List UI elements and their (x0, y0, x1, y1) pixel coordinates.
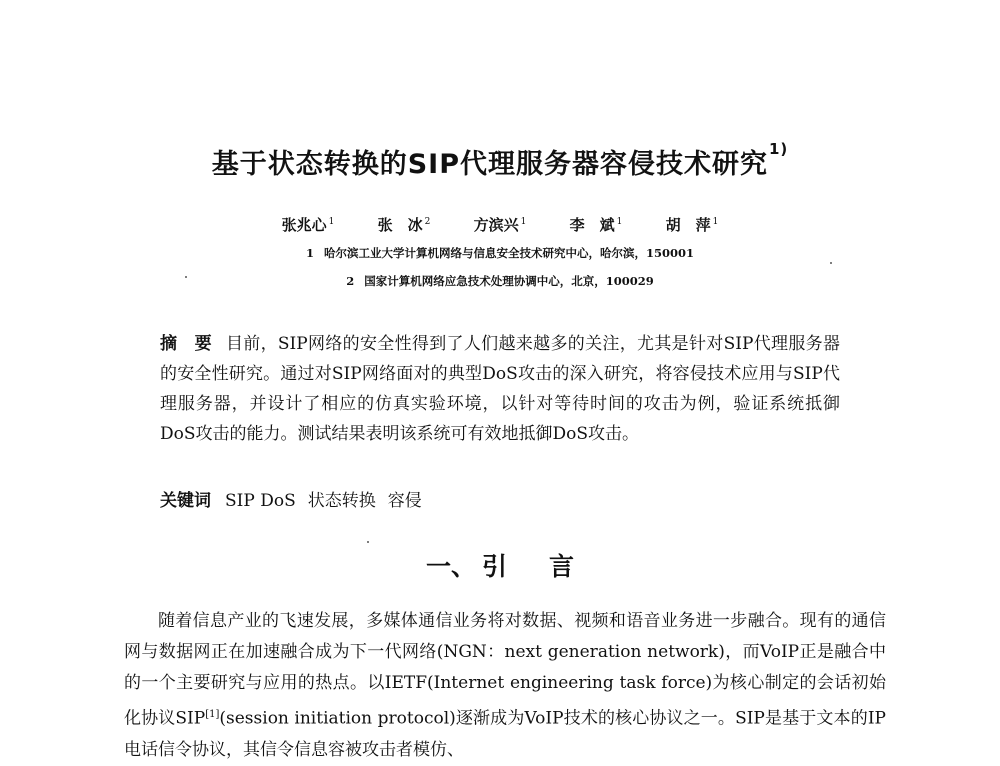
author-affiliation-marker: 2 (424, 217, 431, 227)
author-name: 张 冰 (377, 216, 423, 234)
abstract-text: 目前，SIP网络的安全性得到了人们越来越多的关注，尤其是针对SIP代理服务器的安全性研究。通过对SIP网络面对的典型DoS攻击的深入研究，将容侵技术应用与SIP代理服务器，并设计了相应的仿真实验环境，以针对等待时间的攻击为例，验证系统抵御DoS攻击的能力。测试结果表明该系统可有效地抵御DoS攻击。 (160, 334, 840, 444)
keywords-label: 关键词 (160, 491, 211, 511)
author (282, 214, 335, 235)
citation-marker: [1] (205, 709, 220, 720)
affiliation-number: 2 (346, 274, 355, 288)
keyword: SIP DoS (225, 491, 296, 511)
author-name: 李 斌 (569, 216, 615, 234)
title-text: 基于状态转换的SIP代理服务器容侵技术研究 (211, 149, 768, 180)
body-paragraph (124, 606, 886, 766)
author (570, 214, 623, 235)
scan-speck (830, 262, 832, 264)
author-affiliation-marker: 1 (616, 217, 623, 227)
author-name: 方滨兴 (473, 216, 519, 234)
author-name: 张兆心 (281, 216, 327, 234)
keyword: 状态转换 (307, 491, 376, 511)
body-text-part: 随着信息产业的飞速发展，多媒体通信业务将对数据、视频和语音业务进一步融合。现有的通信网与数据网正在加速融合成为下一代网络(NGN：next generation network)，而VoIP正是融合中的一个主要研究与应用的热点。以IETF(Internet engineering task force)为核心制定的会话初始化协议SIP (124, 611, 886, 729)
author-affiliation-marker: 1 (712, 217, 719, 227)
section-number: 一、 (425, 552, 476, 581)
affiliation-text: 国家计算机网络应急技术处理协调中心，北京，100029 (364, 274, 654, 288)
body-text-part: (session initiation protocol)逐渐成为VoIP技术的核心协议之一。SIP是基于文本的IP电话信令协议，其信令信息容被攻击者模仿、 (124, 708, 886, 760)
affiliation-line (0, 245, 1000, 261)
author-list (0, 214, 1000, 235)
affiliation-line (0, 273, 1000, 289)
title-footnote-marker: 1) (768, 140, 789, 158)
paper-title (0, 142, 1000, 181)
abstract (160, 329, 840, 449)
scan-speck (367, 541, 369, 543)
section-heading (0, 547, 1000, 583)
author-name: 胡 萍 (665, 216, 711, 234)
keywords (160, 486, 840, 511)
section-title: 引言 (482, 552, 617, 581)
scan-speck (185, 276, 187, 278)
author (474, 214, 527, 235)
author (378, 214, 431, 235)
keyword: 容侵 (387, 491, 422, 511)
author (666, 214, 719, 235)
affiliation-text: 哈尔滨工业大学计算机网络与信息安全技术研究中心，哈尔滨，150001 (324, 246, 695, 260)
author-affiliation-marker: 1 (328, 217, 335, 227)
affiliation-number: 1 (305, 246, 314, 260)
author-affiliation-marker: 1 (520, 217, 527, 227)
abstract-label: 摘 要 (160, 334, 212, 354)
